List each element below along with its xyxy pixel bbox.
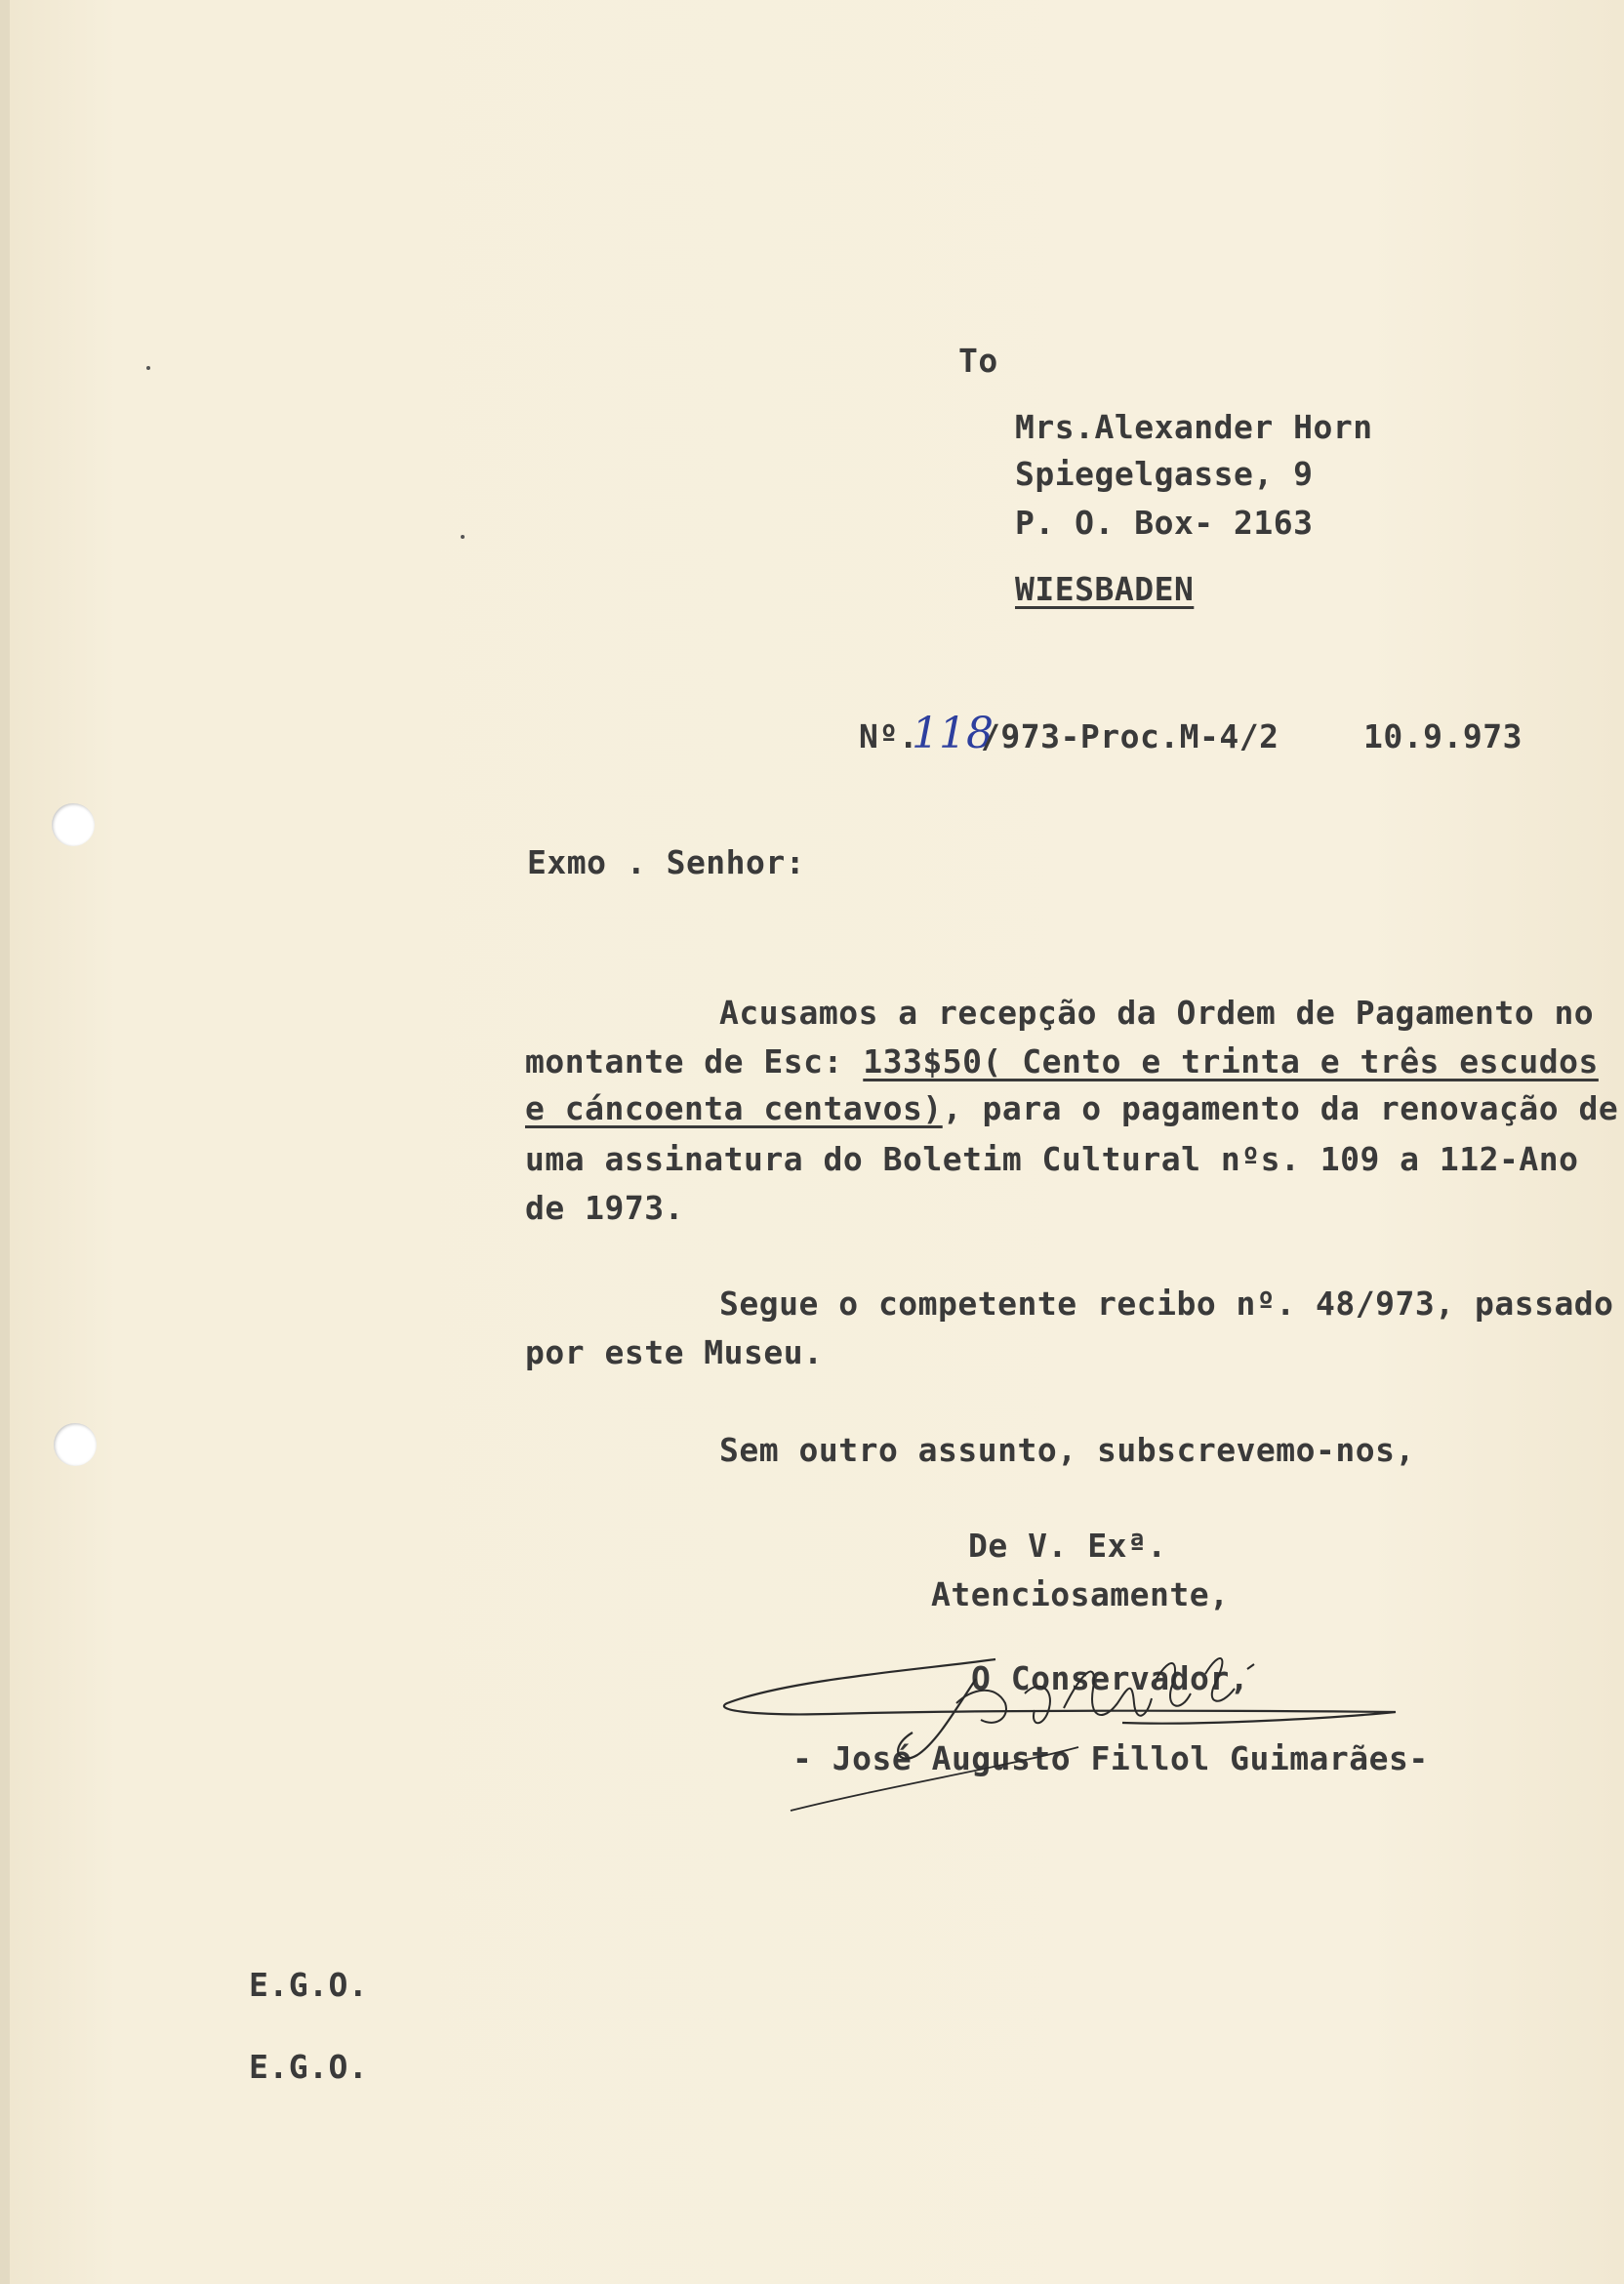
closing-line: De V. Exª. — [968, 1527, 1167, 1565]
body-line — [525, 1042, 1599, 1081]
recipient-city: WIESBADEN — [1015, 570, 1195, 608]
handwritten-reference-number: 118 — [912, 709, 994, 758]
typist-initials: E.G.O. — [249, 2048, 369, 2086]
body-line: Sem outro assunto, subscrevemo-nos, — [719, 1431, 1415, 1469]
recipient-pobox: P. O. Box- 2163 — [1015, 504, 1314, 542]
typist-initials: E.G.O. — [249, 1966, 369, 2004]
signer-role: O Conservador, — [971, 1659, 1250, 1697]
recipient-name: Mrs.Alexander Horn — [1015, 408, 1373, 446]
paper-speck — [461, 535, 465, 539]
to-label: To — [958, 342, 998, 380]
body-line: de 1973. — [525, 1189, 684, 1227]
punch-hole-bottom — [54, 1423, 97, 1466]
amount-text: 133$50( Cento e trinta e três escudos — [863, 1042, 1599, 1081]
handwritten-signature — [712, 1650, 1415, 1815]
closing-line: Atenciosamente, — [931, 1575, 1230, 1613]
body-line: Acusamos a recepção da Ordem de Pagamento no — [719, 994, 1595, 1032]
body-line: por este Museu. — [525, 1333, 824, 1371]
page-edge — [0, 0, 10, 2284]
body-line: uma assinatura do Boletim Cultural nºs. 109 a 112-Ano — [525, 1140, 1579, 1178]
body-text: montante de Esc: — [525, 1042, 864, 1081]
reference-prefix: Nº. — [859, 717, 919, 755]
signer-name: - José Augusto Fillol Guimarães- — [792, 1739, 1429, 1777]
amount-text: e cáncoenta centavos) — [525, 1089, 943, 1127]
body-line: Segue o competente recibo nº. 48/973, passado — [719, 1285, 1614, 1323]
recipient-street: Spiegelgasse, 9 — [1015, 455, 1314, 493]
reference-suffix: /973-Proc.M-4/2 — [981, 717, 1279, 755]
body-text: , para o pagamento da renovação de — [942, 1089, 1619, 1127]
punch-hole-top — [52, 803, 95, 846]
letter-date: 10.9.973 — [1363, 717, 1522, 755]
body-line — [525, 1089, 1618, 1128]
salutation: Exmo . Senhor: — [527, 843, 806, 881]
paper-speck — [146, 366, 150, 370]
